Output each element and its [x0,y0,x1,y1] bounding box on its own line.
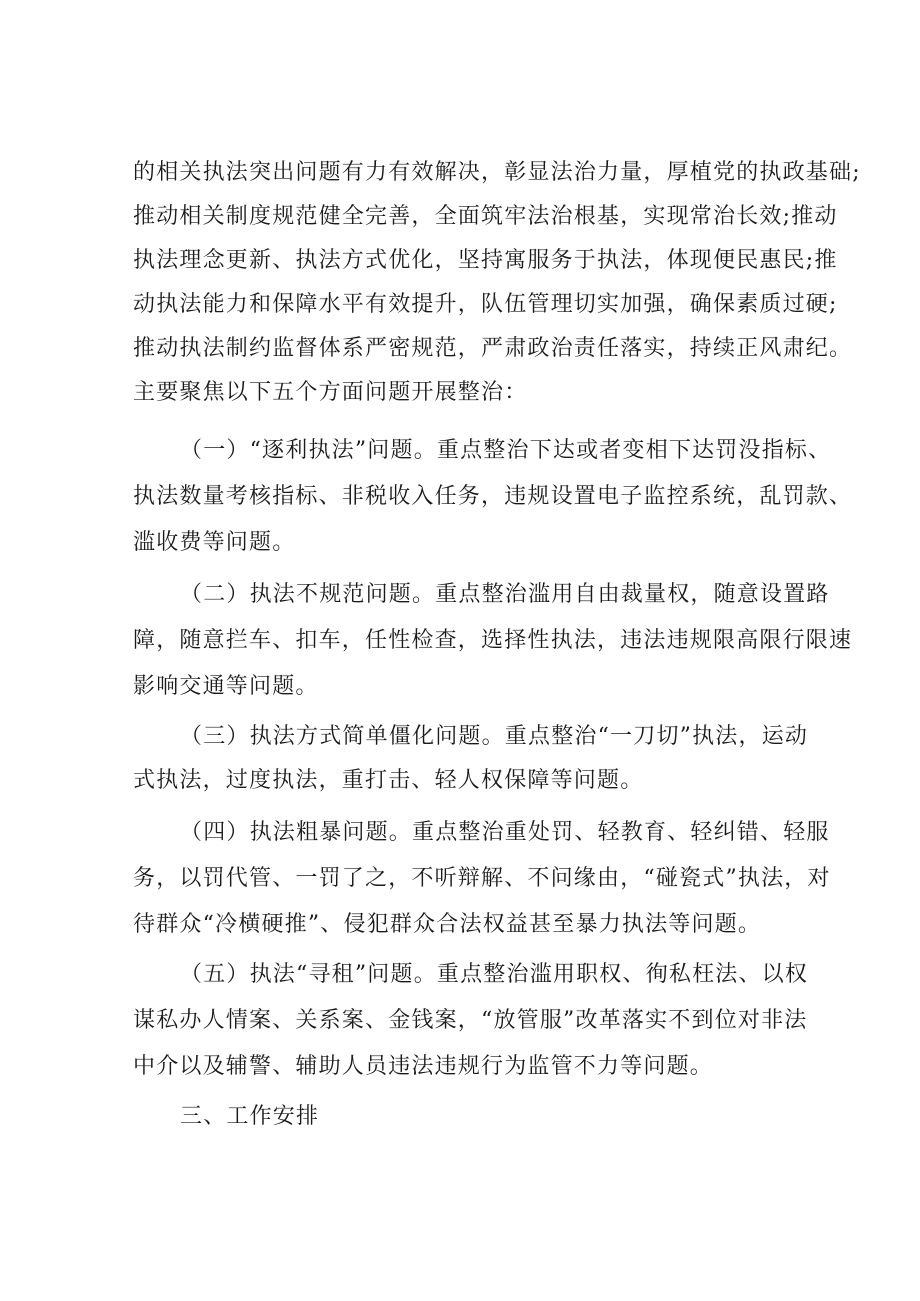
item-2-line: （二）执法不规范问题。重点整治滥用自由裁量权，随意设置路 [180,582,830,607]
item-5-line: 中介以及辅警、辅助人员违法违规行为监管不力等问题。 [133,1054,714,1079]
body-text-line: 动执法能力和保障水平有效提升，队伍管理切实加强，确保素质过硬; [133,292,838,317]
item-5-line: （五）执法“寻租”问题。重点整治滥用职权、徇私枉法、以权 [180,962,809,987]
item-4-line: 务，以罚代管、一罚了之，不听辩解、不问缘由，“碰瓷式”执法，对 [133,866,831,891]
body-text-line: 主要聚焦以下五个方面问题开展整治： [133,380,528,405]
item-3-line: （三）执法方式简单僵化问题。重点整治“一刀切”执法，运动 [180,724,809,749]
body-text-line: 推动执法制约监督体系严密规范，严肃政治责任落实，持续正风肃纪。 [133,336,853,361]
item-4-line: 待群众“冷横硬推”、侵犯群众合法权益甚至暴力执法等问题。 [133,912,762,937]
item-2-line: 障，随意拦车、扣车，任性检查，选择性执法，违法违规限高限行限速 [133,628,853,653]
item-3-line: 式执法，过度执法，重打击、轻人权保障等问题。 [133,768,644,793]
body-text-line: 执法理念更新、执法方式优化，坚持寓服务于执法，体现便民惠民;推 [133,248,838,273]
body-text-line: 推动相关制度规范健全完善，全面筑牢法治根基，实现常治长效;推动 [133,204,838,229]
item-5-line: 谋私办人情案、关系案、金钱案，“放管服”改革落实不到位对非法 [133,1008,808,1033]
item-1-line: 执法数量考核指标、非税收入任务，违规设置电子监控系统，乱罚款、 [133,484,853,509]
section-heading: 三、工作安排 [180,1104,320,1129]
item-4-line: （四）执法粗暴问题。重点整治重处罚、轻教育、轻纠错、轻服 [180,820,830,845]
item-1-line: 滥收费等问题。 [133,530,296,555]
item-2-line: 影响交通等问题。 [133,674,319,699]
body-text-line: 的相关执法突出问题有力有效解决，彰显法治力量，厚植党的执政基础; [133,160,861,185]
item-1-line: （一）“逐利执法”问题。重点整治下达或者变相下达罚没指标、 [180,438,832,463]
